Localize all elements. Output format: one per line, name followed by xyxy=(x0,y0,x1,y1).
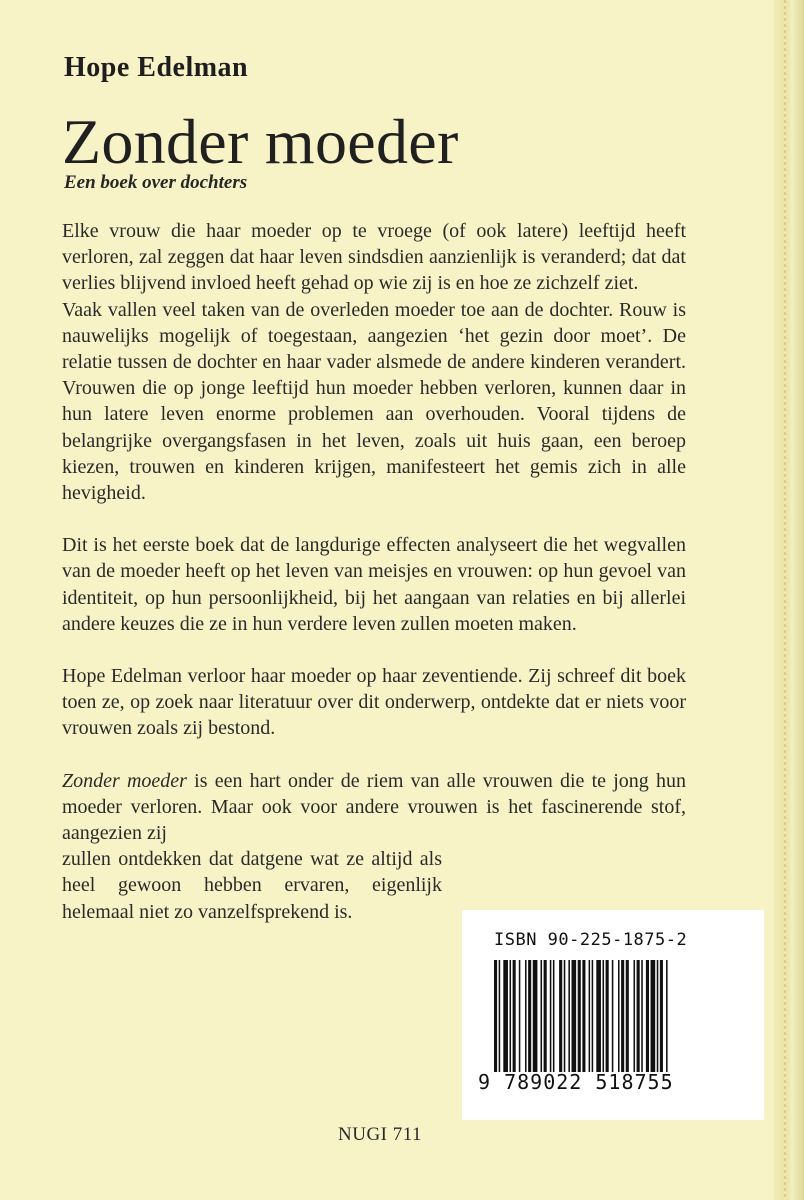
blurb-paragraph-5-text: is een hart onder de riem van alle vrouwen die te jong hun moeder verloren. Maar ook voor andere vrouwen is het fascinerende stof, aangezien zij xyxy=(62,769,686,845)
blurb-text xyxy=(62,218,686,925)
nugi-code: NUGI 711 xyxy=(338,1124,423,1145)
blurb-paragraph-1: Elke vrouw die haar moeder op te vroege (of ook latere) leeftijd heeft verloren, zal zeggen dat haar leven sindsdien aanzienlijk is veranderd; dat dat verlies blijvend invloed heeft gehad op wie zij is en hoe ze zichzelf ziet. xyxy=(62,220,686,295)
author-name: Hope Edelman xyxy=(64,52,249,83)
book-title: Zonder moeder xyxy=(62,106,459,177)
barcode-digits: 9 789022 518755 xyxy=(478,1070,674,1094)
blurb-paragraph-4: Hope Edelman verloor haar moeder op haar zeventiende. Zij schreef dit boek toen ze, op zoek naar literatuur over dit onderwerp, ontdekte dat er niets voor vrouwen zoals zij bestond. xyxy=(62,665,686,740)
blurb-title-reference: Zonder moeder xyxy=(62,769,187,792)
blurb-paragraph-3: Dit is het eerste boek dat de langdurige effecten analyseert die het wegvallen van de moeder heeft op het leven van meisjes en vrouwen: op hun gevoel van identiteit, op hun persoonlijkheid, bij het aangaan van relaties en bij allerlei andere keuzes die ze in hun verdere leven zullen moeten maken. xyxy=(62,534,686,635)
barcode-icon xyxy=(494,960,734,1072)
blurb-paragraph-5 xyxy=(62,768,686,847)
blurb-paragraph-2: Vaak vallen veel taken van de overleden moeder toe aan de dochter. Rouw is nauwelijks mogelijk of toegestaan, aangezien ‘het gezin door moet’. De relatie tussen de dochter en haar vader alsmede de andere kinderen verandert. Vrouwen die op jonge leeftijd hun moeder hebben verloren, kunnen daar in hun latere leven enorme problemen aan overhouden. Vooral tijdens de belangrijke overgangsfasen in het leven, zoals uit huis gaan, een beroep kiezen, trouwen en kinderen krijgen, manifesteert het gemis zich in alle hevigheid. xyxy=(62,298,686,505)
blurb-paragraph-5-tail: zullen ontdekken dat datgene wat ze altijd als heel gewoon hebben ervaren, eigenlijk helemaal niet zo vanzelfsprekend is. xyxy=(62,848,442,923)
book-subtitle: Een boek over dochters xyxy=(64,172,248,193)
isbn-label: ISBN 90-225-1875-2 xyxy=(494,930,688,950)
book-spine-edge xyxy=(774,0,804,1200)
